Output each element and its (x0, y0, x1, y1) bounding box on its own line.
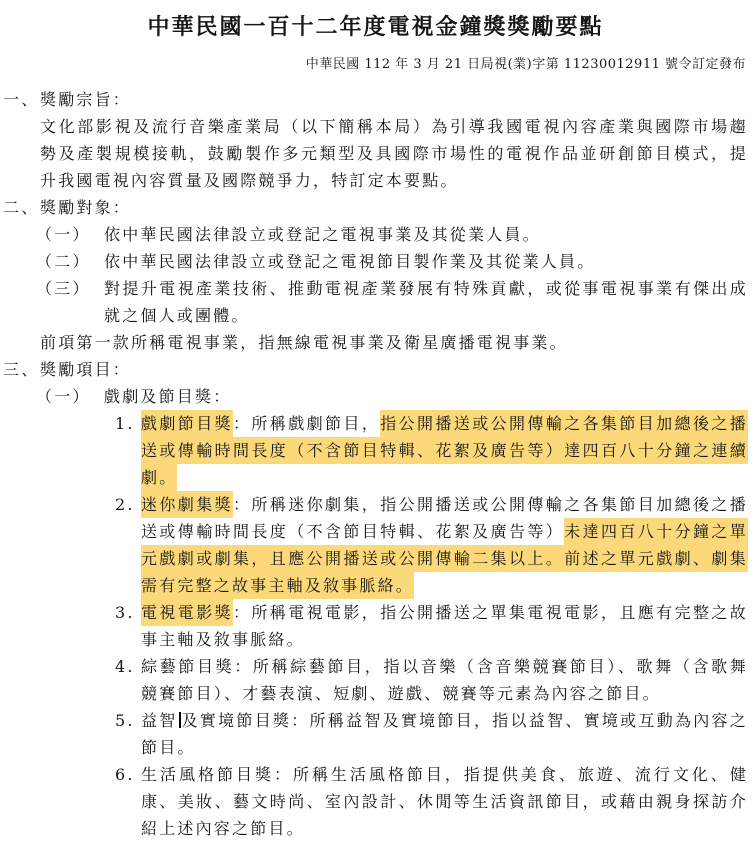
list-item-text: 依中華民國法律設立或登記之電視節目製作業及其從業人員。 (104, 252, 596, 271)
list-item-number: （二） (36, 252, 91, 271)
highlighted-text: 戲劇節目獎 (141, 410, 233, 437)
award-item-text (141, 410, 748, 491)
section-3-number: 三、 (3, 360, 40, 379)
highlighted-text: 電視電影獎 (141, 599, 233, 626)
section-1-number: 一、 (3, 90, 40, 109)
award-item-text (141, 707, 748, 761)
plain-text: ：所稱戲劇節目， (233, 414, 381, 433)
award-item (115, 653, 748, 707)
document-body (3, 86, 748, 842)
award-item-number: 6. (115, 765, 135, 784)
list-item (36, 275, 748, 329)
award-item-text (141, 599, 748, 653)
group-heading-row (36, 383, 748, 410)
award-item-number: 2. (115, 495, 135, 514)
award-item-text (141, 491, 748, 599)
document-title: 中華民國一百十二年度電視金鐘獎獎勵要點 (147, 14, 604, 40)
section-2-number: 二、 (3, 198, 40, 217)
list-item-text: 對提升電視產業技術、推動電視產業發展有特殊貢獻，或從事電視事業有傑出成就之個人或團體。 (104, 279, 748, 325)
section-2-note: 前項第一款所稱電視事業，指無線電視事業及衛星廣播電視事業。 (40, 333, 568, 352)
list-item (36, 221, 748, 248)
plain-text: 及實境節目獎：所稱益智及實境節目，指以益智、實境或互動為內容之節目。 (141, 711, 748, 757)
section-1-body: 文化部影視及流行音樂產業局（以下簡稱本局）為引導我國電視內容產業與國際市場趨勢及產製規模接軌，鼓勵製作多元類型及具國際市場性的電視作品並研創節目模式，提升我國電視內容質量及國際競爭力，特訂定本要點。 (40, 117, 748, 190)
highlighted-text: 指公開播送或公開傳輸之各集節目加總後之播送或傳輸時間長度（不含節目特輯、花絮及廣告等）達四百八十分鐘之連續劇。 (141, 410, 748, 491)
award-item (115, 491, 748, 599)
plain-text: 益智 (141, 711, 178, 730)
award-item (115, 599, 748, 653)
award-item-number: 4. (115, 657, 135, 676)
section-3-heading: 獎勵項目： (40, 360, 132, 379)
section-2-heading: 獎勵對象： (40, 198, 132, 217)
text-cursor-caret (179, 712, 181, 728)
group-title: 戲劇及節目獎： (104, 387, 232, 406)
award-item-number: 5. (115, 711, 135, 730)
section-3-heading-row (3, 356, 748, 383)
award-item (115, 410, 748, 491)
award-item-number: 1. (115, 414, 135, 433)
section-2-heading-row (3, 194, 748, 221)
issuance-line: 中華民國 112 年 3 月 21 日局視(業)字第 11230012911 號令訂定發布 (305, 57, 746, 72)
award-item (115, 707, 748, 761)
highlighted-text: 未達四百八十分鐘之單元戲劇或劇集，且應公開播送或公開傳輸二集以上。前述之單元戲劇、劇集需有完整之故事主軸及敘事脈絡。 (141, 518, 748, 599)
plain-text: 綜藝節目獎：所稱綜藝節目，指以音樂（含音樂競賽節目）、歌舞（含歌舞競賽節目）、才藝表演、短劇、遊戲、競賽等元素為內容之節目。 (141, 657, 748, 703)
list-item-number: （一） (36, 225, 91, 244)
section-1-heading-row (3, 86, 748, 113)
plain-text: ：所稱電視電影，指公開播送之單集電視電影，且應有完整之故事主軸及敘事脈絡。 (141, 603, 748, 649)
plain-text: ：所稱迷你劇集，指公開播送或公開傳輸之各集節目加總後之播送或傳輸時間長度（不含節目特輯、花絮及廣告等） (141, 495, 748, 541)
award-item-text (141, 653, 748, 707)
award-item-number: 3. (115, 603, 135, 622)
list-item (36, 248, 748, 275)
award-item-text (141, 761, 748, 842)
list-item-text: 依中華民國法律設立或登記之電視事業及其從業人員。 (104, 225, 541, 244)
group-number: （一） (36, 387, 91, 406)
plain-text: 生活風格節目獎：所稱生活風格節目，指提供美食、旅遊、流行文化、健康、美妝、藝文時尚、室內設計、休閒等生活資訊節目，或藉由親身探訪介紹上述內容之節目。 (141, 765, 748, 838)
award-item (115, 761, 748, 842)
highlighted-text: 迷你劇集獎 (141, 491, 233, 518)
list-item-number: （三） (36, 279, 91, 298)
section-1-heading: 獎勵宗旨： (40, 90, 132, 109)
